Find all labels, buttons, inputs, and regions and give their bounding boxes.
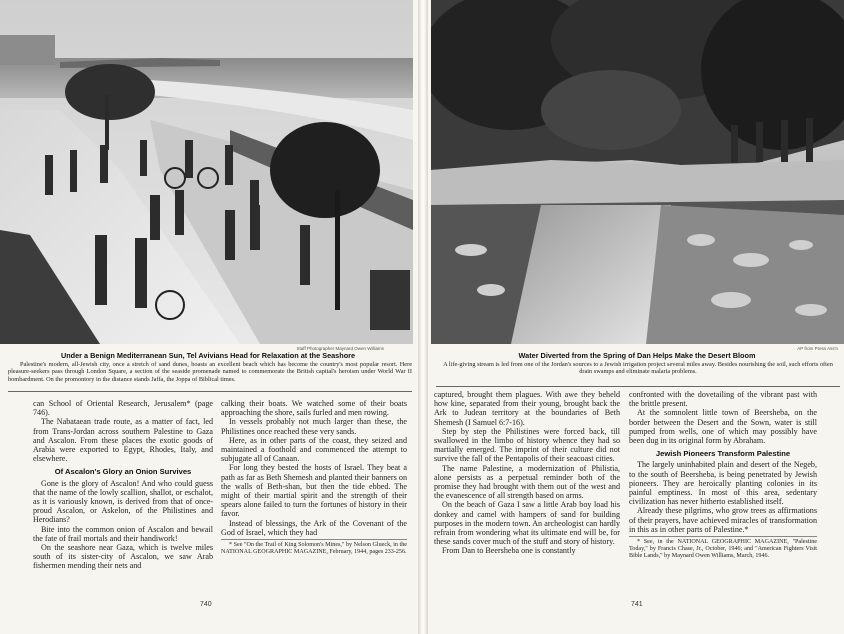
caption-rule — [8, 391, 412, 392]
paragraph: For long they bested the hosts of Israel. They beat a path as far as Beth Shemesh and planted their banners on the walls of Beth-shan, but then the tide ebbed. The might of their martial spirit and the strength of their spears alone failed to turn the fortunes of history in their favor. — [221, 463, 407, 519]
section-heading: Of Ascalon's Glory an Onion Survives — [54, 467, 192, 477]
photo-credit: Staff Photographer Maynard Owen Williams — [296, 346, 384, 351]
text-column-1 — [33, 399, 213, 571]
paragraph: The Nabataean trade route, as a matter of fact, led from Trans-Jordan across southern Palestine to Gaza and Ascalon. From these places the exotic goods of Arabia were exported to Egypt, Rhodes, Italy, and elsewhere. — [33, 417, 213, 464]
paragraph: Step by step the Philistines were forced back, till swallowed in the limbo of history whence they had so martially emerged. The imprint of their culture did not survive the fall of the Pentapolis of their seacoast cities. — [434, 426, 620, 464]
caption-title: Water Diverted from the Spring of Dan Helps Make the Desert Bloom — [518, 351, 756, 360]
paragraph: The largely uninhabited plain and desert of the Negeb, to the south of Beersheba, is being penetrated by Jewish pioneers. They are heroically planting colonies in its painful emptiness. In most of this area, sedentary civilization has never hitherto established itself. — [629, 460, 817, 507]
paragraph: Bite into the common onion of Ascalon and bewail the fate of frail mortals and their handiwork! — [33, 524, 213, 543]
footnote: * See, in the NATIONAL GEOGRAPHIC MAGAZINE, "Palestine Today," by Francis Chase, Jr., October, 1946; and "American Fighters Visit Bible Lands," by Maynard Owen Williams, March, 1946. — [629, 536, 817, 560]
footnote: * See "On the Trail of King Solomon's Mines," by Nelson Glueck, in the NATIONAL GEOGRAPHIC MAGAZINE, February, 1944, pages 233-256. — [221, 539, 407, 556]
paragraph: Gone is the glory of Ascalon! And who could guess that the name of the lowly scallion, shallot, or eschalot, as it is variously known, is derived from that of once-proud Ascalon, or Askelon, of the Philistines and Herodians? — [33, 478, 213, 525]
paragraph: Here, as in other parts of the coast, they seized and maintained a foothold and commenced the attempt to subjugate all of Canaan. — [221, 435, 407, 464]
paragraph: On the beach of Gaza I saw a little Arab boy load his donkey and camel with hampers of sand for building purposes in the modern town. An archeologist can hardly refrain from wondering what its ultimate end will be, for these sands cover much of the stuff and story of history. — [434, 500, 620, 547]
photo-credit: AP from Press Ass'n — [797, 346, 838, 351]
paragraph: captured, brought them plagues. With awe they beheld how kine, separated from their young, brought back the Ark to Judean territory at the boundaries of Beth Shemesh (I Samuel 6:7-16). — [434, 390, 620, 427]
caption-title: Under a Benign Mediterranean Sun, Tel Avivians Head for Relaxation at the Seashore — [60, 351, 356, 360]
paragraph: Already these pilgrims, who grow trees as affirmations of their prayers, have achieved miracles of transformation in this as in other parts of Palestine.* — [629, 506, 817, 534]
paragraph: confronted with the dovetailing of the vibrant past with the brittle present. — [629, 390, 817, 409]
paragraph: calking their boats. We watched some of their boats approaching the shore, sails furled and men rowing. — [221, 399, 407, 418]
paragraph: On the seashore near Gaza, which is twelve miles south of its sister-city of Ascalon, we saw Arab fishermen mending their nets and — [33, 543, 213, 571]
text-column-1 — [434, 390, 620, 556]
paragraph: In vessels probably not much larger than these, the Philistines once reached these very sands. — [221, 417, 407, 436]
paragraph: Instead of blessings, the Ark of the Covenant of the God of Israel, which they had — [221, 518, 407, 537]
caption-body: A life-giving stream is led from one of the Jordan's sources to a Jewish irrigation project several miles away. Besides nourishing the soil, such efforts often drain swamps and eliminate malaria problems. — [443, 361, 833, 376]
left-page — [0, 0, 418, 634]
paragraph: At the somnolent little town of Beersheba, on the border between the Desert and the Sown, water is still pumped from wells, one of which may possibly have been dug in its original form by Abraham. — [629, 408, 817, 446]
tel-aviv-promenade-photo — [0, 0, 413, 344]
paragraph: From Dan to Beersheba one is constantly — [442, 546, 576, 556]
caption-rule — [436, 386, 840, 387]
paragraph: The name Palestine, a modernization of Philistia, alone persists as a perpetual reminder both of the promise they had brought with them out of the west and the evanescence of all strength based on arms. — [434, 463, 620, 501]
text-column-2 — [221, 399, 407, 556]
paragraph: can School of Oriental Research, Jerusalem* (page 746). — [33, 399, 213, 418]
section-heading: Jewish Pioneers Transform Palestine — [655, 449, 791, 459]
caption-body: Palestine's modern, all-Jewish city, once a stretch of sand dunes, boasts an excellent beach which has become the country's most popular resort. Here pleasure-seekers pass through London Square, a section of the seaside promenade named to commemorate the British capital's heroism under World War II bombardment. On the promontory in the distance stands Jaffa, the Joppa of Biblical times. — [8, 361, 412, 383]
page-number: 741 — [631, 601, 643, 608]
right-page — [428, 0, 844, 634]
page-number: 740 — [200, 601, 212, 608]
spring-of-dan-photo — [431, 0, 844, 344]
page-gutter — [418, 0, 428, 634]
text-column-2 — [629, 390, 817, 560]
